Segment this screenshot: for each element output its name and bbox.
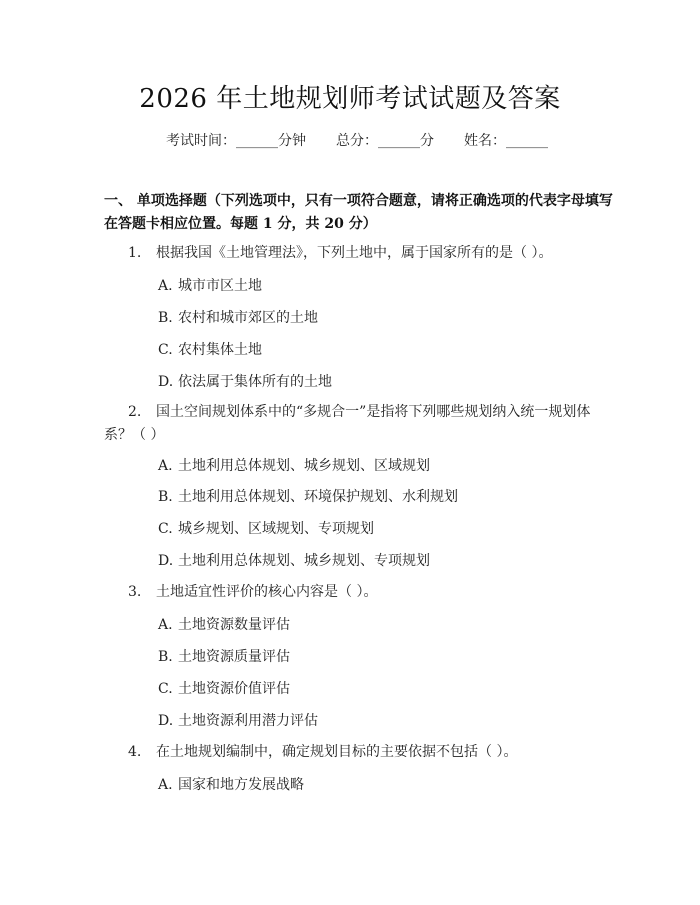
option-text: 农村和城市郊区的土地 (178, 310, 318, 326)
question-number: 1. (128, 245, 142, 261)
option-3a (158, 615, 608, 635)
question-text: 根据我国《土地管理法》，下列土地中，属于国家所有的是（ ）。 (156, 245, 553, 261)
option-letter: D. (158, 374, 174, 390)
option-letter: C. (158, 521, 173, 537)
option-letter: D. (158, 553, 174, 569)
question-text: 国土空间规划体系中的“多规合一”是指将下列哪些规划纳入统一规划体系？（ ） (104, 404, 591, 443)
exam-info-line (166, 131, 548, 151)
time-blank: ______ (236, 133, 278, 149)
option-text: 农村集体土地 (178, 342, 262, 358)
question-number: 3. (128, 584, 142, 600)
option-3d (158, 711, 608, 731)
question-number: 4. (128, 744, 142, 760)
name-label: 姓名： (464, 133, 506, 149)
question-number: 2. (128, 404, 142, 420)
option-1d (158, 372, 608, 392)
option-letter: B. (158, 310, 173, 326)
option-2a (158, 456, 608, 476)
option-letter: C. (158, 681, 173, 697)
time-label: 考试时间： (166, 133, 236, 149)
page-title: 2026 年土地规划师考试试题及答案 (139, 84, 561, 114)
question-3 (104, 581, 614, 604)
option-letter: C. (158, 342, 173, 358)
option-2c (158, 519, 608, 539)
option-text: 土地资源价值评估 (178, 681, 290, 697)
option-text: 土地资源质量评估 (178, 649, 290, 665)
option-1a (158, 276, 608, 296)
option-text: 土地资源数量评估 (178, 617, 290, 633)
option-text: 土地资源利用潜力评估 (178, 713, 318, 729)
option-text: 城乡规划、区域规划、专项规划 (178, 521, 374, 537)
option-letter: D. (158, 713, 174, 729)
option-letter: A. (158, 278, 173, 294)
option-text: 土地利用总体规划、环境保护规划、水利规划 (178, 489, 458, 505)
question-text: 土地适宜性评价的核心内容是（ ）。 (156, 584, 378, 600)
score-unit: 分 (420, 133, 434, 149)
section-heading: 一、 单项选择题（下列选项中，只有一项符合题意，请将正确选项的代表字母填写在答题卡相应位置。每题 1 分，共 20 分） (104, 193, 613, 232)
option-2d (158, 551, 608, 571)
option-letter: B. (158, 489, 173, 505)
option-1c (158, 340, 608, 360)
option-text: 土地利用总体规划、城乡规划、区域规划 (178, 458, 430, 474)
option-text: 国家和地方发展战略 (178, 777, 304, 793)
option-4a (158, 775, 608, 795)
score-blank: ______ (378, 133, 420, 149)
question-text: 在土地规划编制中，确定规划目标的主要依据不包括（ ）。 (156, 744, 518, 760)
name-blank: ______ (506, 133, 548, 149)
question-1 (104, 242, 614, 265)
option-1b (158, 308, 608, 328)
option-3b (158, 647, 608, 667)
option-text: 土地利用总体规划、城乡规划、专项规划 (178, 553, 430, 569)
option-letter: A. (158, 777, 173, 793)
time-unit: 分钟 (278, 133, 306, 149)
question-2 (104, 401, 614, 447)
option-2b (158, 487, 608, 507)
option-letter: A. (158, 617, 173, 633)
score-label: 总分： (336, 133, 378, 149)
question-4 (104, 741, 614, 764)
option-letter: B. (158, 649, 173, 665)
option-text: 依法属于集体所有的土地 (178, 374, 332, 390)
option-text: 城市市区土地 (178, 278, 262, 294)
option-3c (158, 679, 608, 699)
option-letter: A. (158, 458, 173, 474)
